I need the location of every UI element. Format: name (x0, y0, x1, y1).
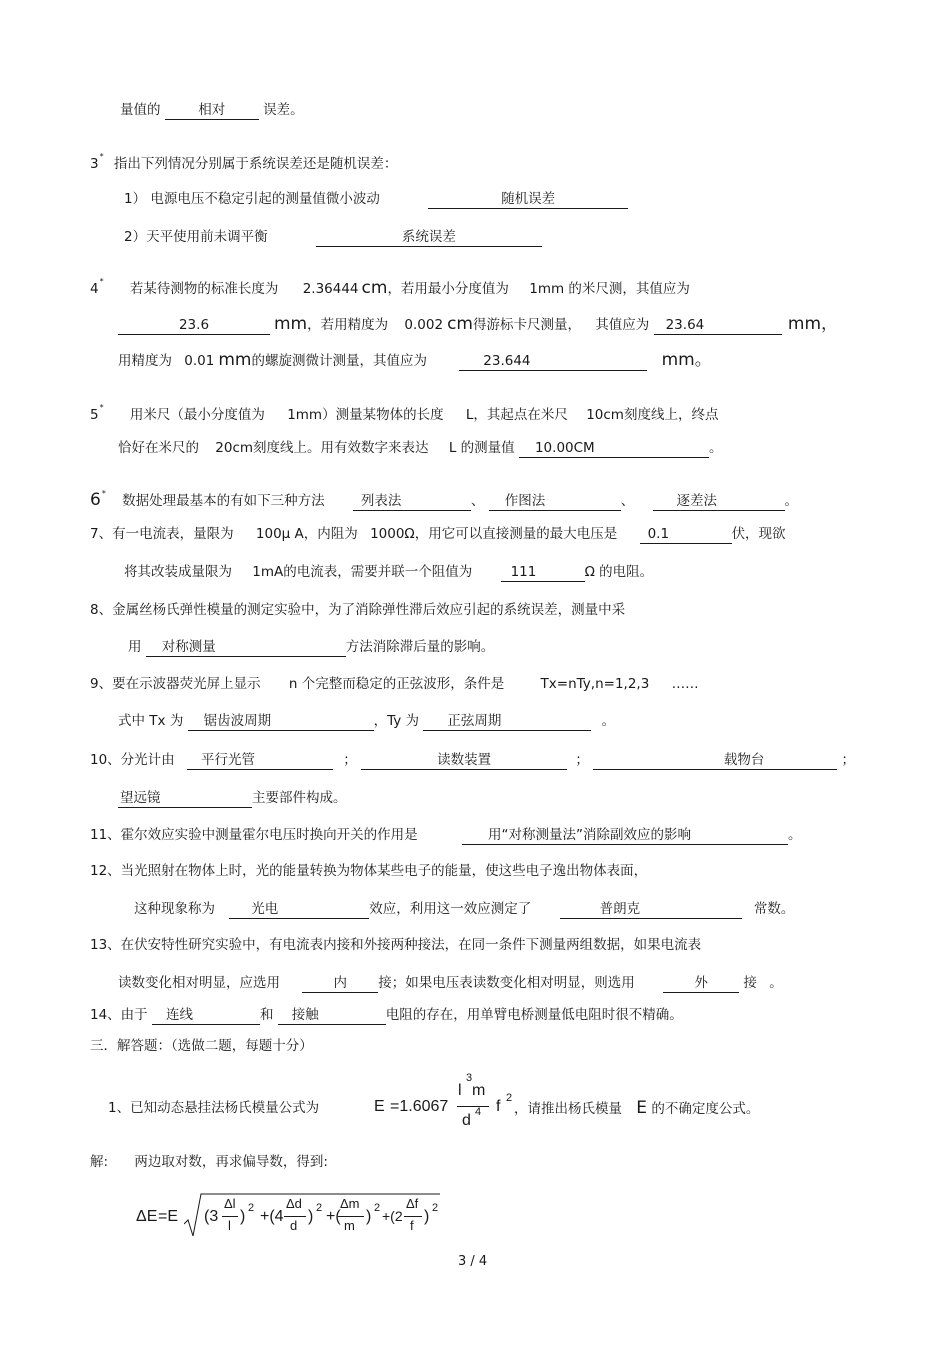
question-number: 5 (90, 407, 99, 423)
text: L 的测量值 (448, 440, 515, 456)
uncertainty-formula (136, 1190, 456, 1246)
text: 主要部件构成。 (252, 790, 347, 806)
text: 得游标卡尺测量， (473, 317, 581, 333)
text: 式中 Tx 为 (118, 713, 184, 729)
answer-blank: 23.644 (459, 352, 647, 371)
text: 用 (128, 639, 142, 655)
star-mark: * (99, 152, 104, 161)
text: 1mA的电流表，需要并联一个阻值为 (252, 564, 473, 580)
coefficient: +(2 (382, 1208, 403, 1224)
line-relative-error (120, 100, 304, 120)
value: 2.36444 (302, 281, 359, 297)
answer-blank: 用“对称测量法”消除副效应的影响 (462, 826, 788, 845)
text: 若某待测物的标准长度为 (129, 281, 279, 297)
coefficient: +(4 (260, 1208, 284, 1225)
answer-blank: 对称测量 (146, 638, 346, 657)
answer-blank: 接触 (278, 1006, 386, 1025)
question-8 (90, 600, 625, 620)
fraction-bar (404, 1216, 422, 1217)
answer-blank: 光电 (229, 900, 369, 919)
exponent: 2 (506, 1092, 513, 1104)
text: ，若用精度为 (307, 317, 389, 333)
value: 0.002 (404, 317, 444, 333)
text: 10、分光计由 (90, 752, 175, 768)
denominator: m (344, 1218, 355, 1233)
text: 方法消除滞后量的影响。 (345, 639, 495, 655)
text: 两边取对数，再求偏导数，得到: (134, 1154, 328, 1170)
question-13 (90, 935, 701, 955)
page-number: 3 / 4 (458, 1254, 488, 1269)
text: 13、在伏安特性研究实验中，有电流表内接和外接两种接法，在同一条件下测量两组数据，如果电流表 (90, 937, 702, 953)
text: 误差。 (263, 102, 304, 118)
text: 100μ A，内阻为 (255, 526, 358, 542)
problem-1-tail (514, 1098, 759, 1119)
coefficient: +( (326, 1208, 341, 1225)
answer-blank: 0.1 (640, 525, 732, 544)
question-5-line-2 (118, 438, 722, 458)
paren: ) (366, 1208, 372, 1225)
star-mark: * (99, 403, 104, 412)
variable-e: E (374, 1098, 385, 1115)
value: 0.01 (184, 353, 215, 369)
exponent: 2 (316, 1202, 323, 1214)
text: 20cm刻度线上。用有效数字来表达 (215, 440, 429, 456)
text: 7、有一电流表，量限为 (90, 526, 234, 542)
answer-blank: 望远镜 (118, 789, 252, 808)
answer-blank: 读数装置 (361, 751, 567, 770)
text: 电阻的存在，用单臂电桥测量低电阻时很不精确。 (385, 1007, 683, 1023)
question-7-line-2 (124, 562, 653, 582)
text: …… (671, 676, 699, 692)
value: 1mm (529, 281, 565, 297)
denominator: f (410, 1218, 414, 1233)
question-4-line-3 (118, 350, 712, 371)
text: 1000Ω，用它可以直接测量的最大电压是 (370, 526, 618, 542)
unit: mm， (787, 314, 839, 334)
exponent: 3 (466, 1072, 473, 1084)
coefficient: =1.6067 (390, 1098, 449, 1115)
text: 常数。 (753, 901, 795, 917)
text: 11、霍尔效应实验中测量霍尔电压时换向开关的作用是 (90, 827, 418, 843)
paren: ) (424, 1208, 430, 1225)
numerator: Δm (340, 1196, 360, 1211)
value: 1mm） (287, 407, 336, 423)
numerator-m: m (472, 1082, 486, 1099)
unit: mm (274, 314, 308, 334)
text: 恰好在米尺的 (118, 440, 199, 456)
question-3-item-2 (124, 227, 542, 247)
text: ，若用最小分度值为 (387, 281, 509, 297)
exponent: 2 (374, 1202, 381, 1214)
answer-blank: 系统误差 (316, 228, 542, 247)
answer-blank: 内 (302, 974, 378, 993)
question-5 (90, 398, 718, 425)
problem-1 (108, 1098, 319, 1118)
solution-label: 解: (90, 1154, 109, 1170)
paren: ) (308, 1208, 314, 1225)
numerator: Δf (406, 1196, 419, 1211)
separator: ； (841, 752, 855, 768)
text: 量值的 (120, 102, 161, 118)
answer-blank: 23.6 (118, 316, 270, 335)
text: ，Ty 为 (373, 713, 420, 729)
equals-e: =E (158, 1208, 179, 1225)
unit: mm (218, 350, 252, 370)
unit: cm (361, 278, 388, 298)
question-9 (90, 674, 699, 694)
delta-e: ΔE (136, 1208, 158, 1225)
question-3-item-1 (124, 189, 628, 209)
text: 14、由于 (90, 1007, 148, 1023)
question-7 (90, 524, 786, 544)
text: 1） 电源电压不稳定引起的测量值微小波动 (124, 191, 380, 207)
question-4-line-2 (118, 314, 838, 335)
denominator: d (290, 1218, 298, 1233)
text: 的螺旋测微计测量，其值应为 (251, 353, 427, 369)
question-number: 4 (90, 281, 99, 297)
text: 用精度为 (118, 353, 172, 369)
exponent: 2 (432, 1202, 439, 1214)
solution-intro (90, 1152, 328, 1172)
answer-blank: 列表法 (353, 492, 471, 511)
text: 1、已知动态悬挂法杨氏模量公式为 (108, 1100, 320, 1116)
text: 的不确定度公式。 (651, 1101, 760, 1117)
question-11 (90, 825, 801, 845)
question-number: 6 (90, 490, 101, 510)
text: L，其起点在米尺 (465, 407, 568, 423)
text: 10cm刻度线上，终点 (586, 407, 719, 423)
answer-blank: 随机误差 (428, 190, 628, 209)
answer-blank: 外 (663, 974, 739, 993)
text: 用米尺（最小分度值为 (129, 407, 265, 423)
question-14 (90, 1005, 683, 1025)
text: 。 (601, 713, 616, 729)
answer-blank: 作图法 (489, 492, 621, 511)
answer-blank: 正弦周期 (423, 712, 591, 731)
separator: ； (343, 752, 357, 768)
text: 接 (743, 975, 757, 991)
numerator: Δd (286, 1196, 302, 1211)
text: 将其改装成量限为 (124, 564, 232, 580)
question-12-line-2 (134, 899, 794, 919)
fraction-bar (284, 1216, 306, 1217)
text: ，请推出杨氏模量 (514, 1101, 622, 1117)
question-text: 指出下列情况分别属于系统误差还是随机误差： (113, 156, 398, 172)
variable-f: f (496, 1098, 501, 1115)
text: 9、要在示波器荧光屏上显示 (90, 676, 261, 692)
answer-blank: 连线 (152, 1006, 260, 1025)
fraction-bar (338, 1216, 364, 1217)
question-10 (90, 750, 855, 770)
text: 12、当光照射在物体上时，光的能量转换为物体某些电子的能量，使这些电子逸出物体表面， (90, 863, 648, 879)
text: 这种现象称为 (134, 901, 215, 917)
star-mark: * (99, 277, 104, 286)
question-13-line-2 (118, 973, 783, 993)
question-4 (90, 272, 690, 299)
question-6 (90, 484, 798, 511)
unit: mm。 (661, 350, 712, 370)
question-3 (90, 147, 397, 174)
text: 2）天平使用前未调平衡 (124, 229, 268, 245)
text: 。 (787, 827, 802, 843)
text: 和 (259, 1007, 274, 1023)
denominator-d: d (462, 1112, 471, 1129)
answer-blank: 23.64 (654, 316, 782, 335)
separator: 、 (620, 493, 635, 509)
text: 三．解答题：（选做二题，每题十分） (90, 1038, 313, 1054)
separator: ； (575, 752, 589, 768)
unit: cm (447, 314, 473, 334)
fraction-bar (222, 1216, 238, 1217)
variable-e: E (636, 1098, 648, 1118)
answer-blank: 锯齿波周期 (188, 712, 374, 731)
text: 伏，现欲 (731, 526, 786, 542)
text: 测量某物体的长度 (335, 407, 444, 423)
fraction-bar (457, 1106, 489, 1107)
separator: 、 (470, 493, 485, 509)
text: 。 (784, 493, 799, 509)
text: Tx=nTy,n=1,2,3 (540, 676, 650, 692)
exponent: 4 (475, 1106, 482, 1118)
text: 8、金属丝杨氏弹性模量的测定实验中，为了消除弹性滞后效应引起的系统误差，测量中采 (90, 602, 626, 618)
text: 数据处理最基本的有如下三种方法 (122, 493, 325, 509)
coefficient: (3 (204, 1208, 219, 1225)
text: 效应，利用这一效应测定了 (369, 901, 532, 917)
answer-blank: 逐差法 (653, 492, 785, 511)
text: 。 (708, 440, 723, 456)
text: 。 (769, 975, 783, 991)
answer-blank: 普朗克 (560, 900, 742, 919)
section-3-heading (90, 1036, 313, 1056)
numerator: Δl (224, 1196, 236, 1211)
answer-blank: 10.00CM (519, 439, 709, 458)
star-mark: * (101, 489, 106, 498)
question-9-line-2 (118, 711, 615, 731)
question-12 (90, 861, 647, 881)
answer-blank: 平行光管 (187, 751, 333, 770)
exponent: 2 (248, 1202, 255, 1214)
question-number: 3 (90, 156, 99, 172)
denominator: l (228, 1218, 231, 1233)
answer-blank: 载物台 (593, 751, 837, 770)
answer-blank: 相对 (165, 101, 259, 120)
text: 接；如果电压表读数变化相对明显，则选用 (378, 975, 635, 991)
numerator-l: l (458, 1082, 462, 1099)
text: 的米尺测，其值应为 (568, 281, 690, 297)
question-8-line-2 (128, 637, 494, 657)
answer-blank: 111 (501, 563, 585, 582)
text: Ω 的电阻。 (584, 564, 654, 580)
paren: ) (240, 1208, 246, 1225)
question-10-line-2 (118, 788, 347, 808)
text: 其值应为 (595, 317, 650, 333)
text: n 个完整而稳定的正弦波形，条件是 (288, 676, 505, 692)
text: 读数变化相对明显，应选用 (118, 975, 280, 991)
